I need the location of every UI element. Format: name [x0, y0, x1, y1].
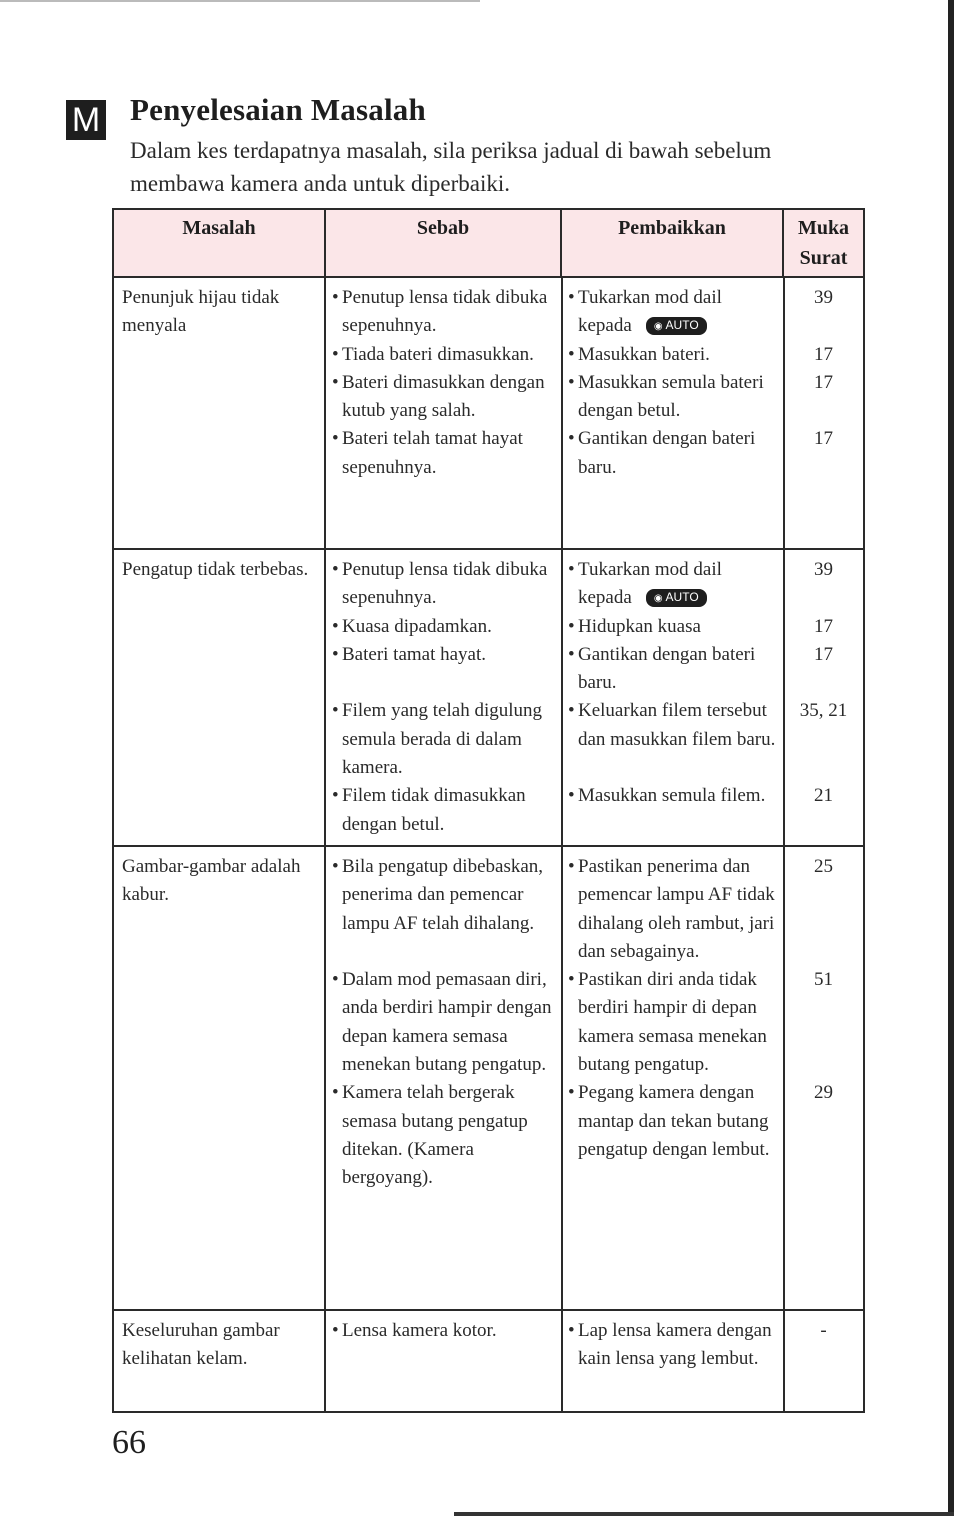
- cell-sebab: [326, 1079, 562, 1192]
- cell-pembaikkan: [562, 782, 784, 839]
- cell-muka-surat: 51: [814, 969, 833, 991]
- cell-pembaikkan: [562, 613, 784, 641]
- bullet-icon: •: [568, 559, 575, 580]
- cell-sebab: [326, 1317, 562, 1374]
- cell-sebab: [326, 782, 562, 839]
- pembaikkan-text: Pastikan penerima dan pemencar lampu AF tidak dihalang oleh rambut, jari dan sebagainya.: [578, 855, 775, 962]
- scan-edge-bottom: [454, 1512, 954, 1516]
- pembaikkan-text: Keluarkan filem tersebut dan masukkan filem baru.: [578, 700, 776, 750]
- sebab-text: Bateri tamat hayat.: [342, 643, 487, 665]
- pembaikkan-text: Masukkan bateri.: [578, 343, 710, 365]
- cause-remedy-pair: [326, 697, 863, 782]
- cell-sebab: [326, 425, 562, 482]
- bullet-icon: •: [568, 1319, 575, 1341]
- bullet-icon: •: [332, 287, 339, 308]
- cell-pembaikkan: [562, 697, 784, 782]
- cell-sebab: [326, 697, 562, 782]
- page-title: Penyelesaian Masalah: [130, 92, 426, 127]
- sebab-text: Penutup lensa tidak dibuka sepenuhnya.: [342, 287, 548, 337]
- cause-remedy-pair: [326, 641, 863, 698]
- header-sebab: Sebab: [325, 209, 561, 277]
- sebab-text: Filem tidak dimasukkan dengan betul.: [342, 785, 526, 835]
- cell-muka-surat: 17: [814, 643, 833, 665]
- bullet-icon: •: [568, 969, 575, 991]
- cause-remedy-pair: [326, 853, 863, 966]
- bullet-icon: •: [568, 1082, 575, 1104]
- cell-masalah: Pengatup tidak terbebas.: [113, 549, 325, 846]
- cause-remedy-pair: [326, 369, 863, 426]
- cell-pembaikkan: [562, 341, 784, 369]
- bullet-icon: •: [332, 615, 339, 637]
- cause-remedy-pair: [326, 284, 863, 341]
- header-muka-surat-line2: Surat: [799, 247, 848, 269]
- cell-pembaikkan: [562, 1317, 784, 1374]
- header-masalah: Masalah: [113, 209, 325, 277]
- table-row: [113, 1310, 864, 1412]
- cause-remedy-pair: [326, 782, 863, 839]
- pembaikkan-text: Hidupkan kuasa: [578, 615, 701, 637]
- sebab-text: Penutup lensa tidak dibuka sepenuhnya.: [342, 559, 548, 609]
- sebab-text: Kamera telah bergerak semasa butang pengatup ditekan. (Kamera bergoyang).: [342, 1082, 528, 1189]
- pembaikkan-text: Gantikan dengan bateri baru.: [578, 428, 756, 478]
- cell-muka-surat: 39: [814, 287, 833, 308]
- scan-edge-right: [948, 0, 954, 1516]
- cause-remedy-pair: [326, 966, 863, 1079]
- cause-remedy-pair: [326, 425, 863, 482]
- sebab-text: Kuasa dipadamkan.: [342, 615, 492, 637]
- cell-causes-remedies: [325, 846, 864, 1310]
- cell-pembaikkan: [562, 966, 784, 1079]
- pembaikkan-text: Masukkan semula bateri dengan betul.: [578, 371, 764, 422]
- cause-remedy-pair: [326, 556, 863, 613]
- cell-sebab: [326, 369, 562, 426]
- cell-sebab: [326, 341, 562, 369]
- bullet-icon: •: [568, 615, 575, 637]
- sebab-text: Tiada bateri dimasukkan.: [342, 343, 534, 365]
- sebab-text: Bateri dimasukkan dengan kutub yang salah.: [342, 371, 545, 422]
- cell-sebab: [326, 556, 562, 613]
- bullet-icon: •: [332, 559, 339, 580]
- cell-masalah: Gambar-gambar adalah kabur.: [113, 846, 325, 1310]
- table-row: [113, 277, 864, 549]
- sebab-text: Bateri telah tamat hayat sepenuhnya.: [342, 428, 523, 478]
- bullet-icon: •: [568, 855, 575, 877]
- auto-mode-badge: [646, 317, 707, 335]
- auto-mode-label: AUTO: [665, 318, 699, 333]
- section-letter-badge: M: [66, 100, 106, 140]
- bullet-icon: •: [332, 969, 339, 991]
- cell-pembaikkan: [562, 284, 784, 341]
- cell-muka-surat: 35, 21: [799, 700, 848, 722]
- bullet-icon: •: [568, 785, 575, 807]
- bullet-icon: •: [568, 343, 575, 365]
- table-row: [113, 846, 864, 1310]
- bullet-icon: •: [332, 428, 339, 450]
- auto-mode-badge: [646, 589, 707, 607]
- pembaikkan-text: Gantikan dengan bateri baru.: [578, 643, 756, 694]
- cell-muka-surat: 25: [814, 855, 833, 877]
- cell-sebab: [326, 966, 562, 1079]
- bullet-icon: •: [568, 700, 575, 722]
- cell-pembaikkan: [562, 1079, 784, 1192]
- sebab-text: Filem yang telah digulung semula berada di dalam kamera.: [342, 700, 543, 779]
- cell-masalah: Penunjuk hijau tidak menyala: [113, 277, 325, 549]
- intro-paragraph: Dalam kes terdapatnya masalah, sila periksa jadual di bawah sebelum membawa kamera anda untuk diperbaiki.: [130, 138, 772, 196]
- scan-edge-top: [0, 0, 480, 2]
- cell-sebab: [326, 853, 562, 966]
- bullet-icon: •: [332, 643, 339, 665]
- header-pembaikkan: Pembaikkan: [561, 209, 783, 277]
- cause-remedy-pair: [326, 613, 863, 641]
- cell-muka-surat: 21: [814, 785, 833, 807]
- eye-icon: ◉: [653, 321, 663, 333]
- bullet-icon: •: [332, 855, 339, 877]
- table-row: [113, 549, 864, 846]
- cause-remedy-pair: [326, 1079, 863, 1192]
- pembaikkan-text: Pastikan diri anda tidak berdiri hampir di depan kamera semasa menekan butang pengatup.: [578, 969, 767, 1076]
- table-header-row: [113, 209, 864, 277]
- cell-masalah: Keseluruhan gambar kelihatan kelam.: [113, 1310, 325, 1412]
- pembaikkan-text: Tukarkan mod dail kepada: [578, 287, 722, 337]
- cell-causes-remedies: [325, 1310, 864, 1412]
- sebab-text: Dalam mod pemasaan diri, anda berdiri hampir dengan depan kamera semasa menekan butang pengatup.: [342, 969, 552, 1076]
- cell-pembaikkan: [562, 425, 784, 482]
- cell-muka-surat: 17: [814, 343, 833, 365]
- bullet-icon: •: [332, 371, 339, 393]
- cell-sebab: [326, 284, 562, 341]
- bullet-icon: •: [568, 428, 575, 450]
- cell-muka-surat: 17: [814, 428, 833, 450]
- table-body: [113, 277, 864, 1412]
- bullet-icon: •: [568, 287, 575, 308]
- bullet-icon: •: [332, 1082, 339, 1104]
- cell-pembaikkan: [562, 369, 784, 426]
- eye-icon: ◉: [653, 593, 663, 605]
- cell-muka-surat: -: [820, 1319, 827, 1341]
- sebab-text: Lensa kamera kotor.: [342, 1319, 497, 1341]
- cell-muka-surat: 29: [814, 1082, 833, 1104]
- bullet-icon: •: [332, 785, 339, 807]
- pembaikkan-text: Lap lensa kamera dengan kain lensa yang lembut.: [578, 1319, 772, 1370]
- cell-pembaikkan: [562, 641, 784, 698]
- cell-pembaikkan: [562, 853, 784, 966]
- cell-muka-surat: 17: [814, 371, 833, 393]
- cell-muka-surat: 17: [814, 615, 833, 637]
- pembaikkan-text: Masukkan semula filem.: [578, 785, 766, 807]
- header-muka-surat: [783, 209, 864, 277]
- cause-remedy-pair: [326, 1317, 863, 1374]
- header-muka-surat-line1: Muka: [797, 217, 850, 239]
- pembaikkan-text: Tukarkan mod dail kepada: [578, 559, 722, 609]
- cell-sebab: [326, 641, 562, 698]
- bullet-icon: •: [332, 343, 339, 365]
- bullet-icon: •: [568, 371, 575, 393]
- auto-mode-label: AUTO: [665, 590, 699, 605]
- cell-causes-remedies: [325, 277, 864, 549]
- page-number: 66: [112, 1424, 146, 1461]
- cause-remedy-pair: [326, 341, 863, 369]
- cell-pembaikkan: [562, 556, 784, 613]
- sebab-text: Bila pengatup dibebaskan, penerima dan pemencar lampu AF telah dihalang.: [342, 855, 544, 934]
- cell-causes-remedies: [325, 549, 864, 846]
- cell-muka-surat: 39: [814, 559, 833, 580]
- pembaikkan-text: Pegang kamera dengan mantap dan tekan butang pengatup dengan lembut.: [578, 1082, 770, 1160]
- bullet-icon: •: [568, 643, 575, 665]
- cell-sebab: [326, 613, 562, 641]
- troubleshooting-table: [112, 208, 865, 1413]
- bullet-icon: •: [332, 1319, 339, 1341]
- bullet-icon: •: [332, 700, 339, 722]
